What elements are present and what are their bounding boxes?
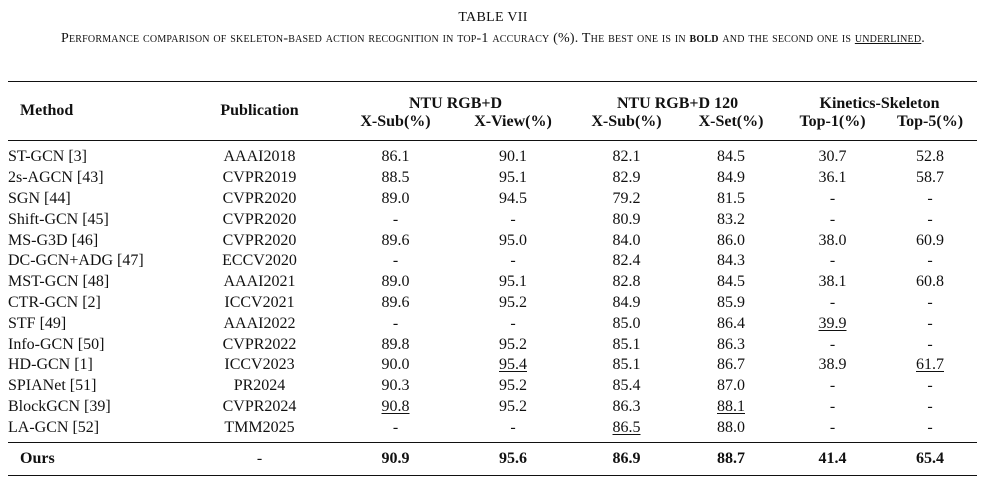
table-row xyxy=(8,230,977,251)
score-cell xyxy=(782,272,883,293)
score-cell xyxy=(883,397,977,418)
score-value: 90.0 xyxy=(381,356,410,374)
score-value: 95.2 xyxy=(499,397,527,415)
method-name: DC-GCN+ADG [47] xyxy=(8,252,144,270)
publication: CVPR2019 xyxy=(222,169,297,187)
ours-publication: - xyxy=(256,450,263,468)
publication: CVPR2022 xyxy=(222,335,297,353)
table-row xyxy=(8,168,977,189)
publication: CVPR2020 xyxy=(222,210,297,228)
table-caption xyxy=(6,30,980,47)
header-subcolumn: X-View(%) xyxy=(474,113,552,130)
method-name: SPIANet [51] xyxy=(8,377,97,395)
publication: TMM2025 xyxy=(224,418,295,436)
score-cell xyxy=(453,251,573,272)
score-cell xyxy=(782,417,883,442)
score-value: - xyxy=(829,377,836,395)
score-cell xyxy=(573,376,680,397)
score-value: 84.5 xyxy=(717,148,745,166)
score-cell xyxy=(338,355,453,376)
header-subcolumn: Top-1(%) xyxy=(799,113,866,130)
score-value: 88.1 xyxy=(717,397,745,415)
score-value: 85.9 xyxy=(717,293,745,311)
score-cell xyxy=(883,141,977,168)
score-value: 84.0 xyxy=(612,231,641,249)
score-value: 85.4 xyxy=(612,377,641,395)
score-cell xyxy=(573,141,680,168)
score-cell xyxy=(883,251,977,272)
score-cell xyxy=(883,376,977,397)
score-value: - xyxy=(829,293,836,311)
score-cell xyxy=(338,209,453,230)
score-cell xyxy=(573,293,680,314)
score-cell xyxy=(680,313,782,334)
publication: CVPR2020 xyxy=(222,231,297,249)
score-cell xyxy=(453,355,573,376)
score-value: - xyxy=(927,252,933,270)
score-value: 79.2 xyxy=(612,189,641,207)
score-cell xyxy=(338,293,453,314)
score-value: 52.8 xyxy=(916,148,944,166)
score-cell xyxy=(782,251,883,272)
score-cell xyxy=(782,313,883,334)
score-value: 95.4 xyxy=(499,356,527,374)
method-name: CTR-GCN [2] xyxy=(8,293,101,311)
table-label: TABLE VII xyxy=(458,10,528,25)
score-value: 95.0 xyxy=(499,231,527,249)
score-value: 86.7 xyxy=(717,356,745,374)
score-cell xyxy=(453,168,573,189)
score-value: 83.2 xyxy=(717,210,745,228)
ours-value: 90.9 xyxy=(381,450,410,468)
header-subcolumn: X-Sub(%) xyxy=(360,113,431,130)
score-value: - xyxy=(927,335,933,353)
score-value: 38.0 xyxy=(818,231,847,249)
score-value: - xyxy=(392,314,399,332)
publication: AAAI2022 xyxy=(223,314,296,332)
score-cell xyxy=(883,313,977,334)
table-row xyxy=(8,376,977,397)
score-value: 87.0 xyxy=(717,377,745,395)
table-row xyxy=(8,334,977,355)
score-cell xyxy=(453,334,573,355)
header-subcolumn: Top-5(%) xyxy=(896,113,964,130)
score-cell xyxy=(883,355,977,376)
score-value: 95.2 xyxy=(499,377,527,395)
score-cell xyxy=(338,272,453,293)
score-value: 88.5 xyxy=(381,169,410,187)
score-value: 86.1 xyxy=(381,148,410,166)
score-value: 38.9 xyxy=(818,356,847,374)
header-method: Method xyxy=(20,102,74,119)
score-cell xyxy=(573,168,680,189)
score-value: - xyxy=(927,418,933,436)
table-row xyxy=(8,355,977,376)
score-cell xyxy=(338,376,453,397)
score-cell xyxy=(680,293,782,314)
caption-part-1: Performance comparison of skeleton-based action recognition in top-1 accuracy (%). The best one is in xyxy=(61,31,690,46)
score-cell xyxy=(883,334,977,355)
score-cell xyxy=(680,141,782,168)
score-cell xyxy=(680,417,782,442)
score-cell xyxy=(573,272,680,293)
score-value: 84.5 xyxy=(717,273,745,291)
score-cell xyxy=(782,189,883,210)
score-cell xyxy=(573,209,680,230)
ours-value: 88.7 xyxy=(717,450,745,468)
header-publication: Publication xyxy=(220,102,299,119)
score-value: - xyxy=(927,293,933,311)
score-value: 84.3 xyxy=(717,252,745,270)
score-value: 94.5 xyxy=(499,189,527,207)
header-subcolumn: X-Set(%) xyxy=(698,113,764,130)
method-name: STF [49] xyxy=(8,314,67,332)
score-cell xyxy=(883,272,977,293)
table-row xyxy=(8,141,977,168)
table-row xyxy=(8,209,977,230)
publication: ICCV2023 xyxy=(224,356,295,374)
score-value: - xyxy=(829,252,836,270)
score-value: - xyxy=(829,418,836,436)
score-value: 82.4 xyxy=(612,252,641,270)
ours-value: 65.4 xyxy=(916,450,944,468)
score-cell xyxy=(453,417,573,442)
score-value: 89.6 xyxy=(381,293,410,311)
score-value: 82.1 xyxy=(612,148,641,166)
score-cell xyxy=(338,168,453,189)
method-name: LA-GCN [52] xyxy=(8,418,100,436)
score-value: 90.8 xyxy=(381,397,410,415)
score-cell xyxy=(782,168,883,189)
caption-part-3: . xyxy=(921,31,925,46)
score-value: 95.1 xyxy=(499,273,527,291)
score-cell xyxy=(680,230,782,251)
score-value: - xyxy=(829,397,836,415)
score-cell xyxy=(883,293,977,314)
score-cell xyxy=(782,230,883,251)
ours-method: Ours xyxy=(20,450,55,468)
score-value: 85.0 xyxy=(612,314,641,332)
score-cell xyxy=(782,209,883,230)
publication: AAAI2018 xyxy=(223,148,296,166)
method-name: BlockGCN [39] xyxy=(8,397,111,415)
score-value: - xyxy=(392,418,399,436)
score-value: 88.0 xyxy=(717,418,745,436)
score-cell xyxy=(573,313,680,334)
score-value: 86.0 xyxy=(717,231,745,249)
score-cell xyxy=(453,209,573,230)
publication: CVPR2020 xyxy=(222,189,297,207)
score-value: - xyxy=(927,314,933,332)
score-cell xyxy=(338,313,453,334)
score-cell xyxy=(782,397,883,418)
table-row xyxy=(8,189,977,210)
score-value: 95.2 xyxy=(499,335,527,353)
publication: ECCV2020 xyxy=(222,252,297,270)
score-cell xyxy=(338,397,453,418)
score-cell xyxy=(782,334,883,355)
score-value: - xyxy=(510,252,516,270)
score-value: 89.6 xyxy=(381,231,410,249)
method-name: HD-GCN [1] xyxy=(8,356,93,374)
publication: ICCV2021 xyxy=(224,293,295,311)
score-cell xyxy=(883,230,977,251)
caption-bold-word: bold xyxy=(689,31,719,46)
score-value: 84.9 xyxy=(612,293,641,311)
score-value: 61.7 xyxy=(916,356,944,374)
score-cell xyxy=(453,313,573,334)
score-cell xyxy=(680,376,782,397)
score-value: - xyxy=(829,335,836,353)
score-cell xyxy=(573,230,680,251)
score-value: - xyxy=(927,377,933,395)
score-cell xyxy=(680,397,782,418)
score-cell xyxy=(782,141,883,168)
table-row xyxy=(8,272,977,293)
score-cell xyxy=(883,417,977,442)
header-subcolumn: X-Sub(%) xyxy=(591,113,662,130)
score-cell xyxy=(338,334,453,355)
score-value: - xyxy=(927,210,933,228)
score-value: 95.1 xyxy=(499,169,527,187)
method-name: Info-GCN [50] xyxy=(8,335,105,353)
score-cell xyxy=(453,376,573,397)
score-cell xyxy=(680,355,782,376)
method-name: MST-GCN [48] xyxy=(8,273,110,291)
results-body xyxy=(8,141,977,443)
method-name: SGN [44] xyxy=(8,189,71,207)
ours-row xyxy=(8,443,977,476)
score-cell xyxy=(453,230,573,251)
score-value: 86.4 xyxy=(717,314,745,332)
score-cell xyxy=(573,397,680,418)
score-cell xyxy=(453,272,573,293)
score-cell xyxy=(573,189,680,210)
method-name: 2s-AGCN [43] xyxy=(8,169,104,187)
score-value: 86.5 xyxy=(612,418,641,436)
ours-value: 86.9 xyxy=(612,450,641,468)
score-cell xyxy=(338,251,453,272)
header-group-ntu120: NTU RGB+D 120 xyxy=(616,95,739,112)
score-cell xyxy=(338,230,453,251)
header-group-ntu60: NTU RGB+D xyxy=(408,95,503,112)
score-cell xyxy=(453,189,573,210)
score-value: - xyxy=(829,210,836,228)
method-name: ST-GCN [3] xyxy=(8,148,87,166)
score-cell xyxy=(573,251,680,272)
caption-underlined-word: underlined xyxy=(854,31,922,46)
score-cell xyxy=(782,355,883,376)
table-row xyxy=(8,313,977,334)
score-value: 90.1 xyxy=(499,148,527,166)
score-cell xyxy=(680,209,782,230)
score-value: 86.3 xyxy=(717,335,745,353)
score-cell xyxy=(453,141,573,168)
score-value: 39.9 xyxy=(818,314,847,332)
score-cell xyxy=(782,376,883,397)
caption-part-2: and the second one is xyxy=(718,31,855,46)
score-cell xyxy=(338,141,453,168)
score-cell xyxy=(680,189,782,210)
score-value: 89.0 xyxy=(381,273,410,291)
score-value: 80.9 xyxy=(612,210,641,228)
score-cell xyxy=(883,168,977,189)
score-cell xyxy=(573,355,680,376)
score-value: - xyxy=(392,210,399,228)
score-value: 95.2 xyxy=(499,293,527,311)
score-value: 60.8 xyxy=(916,273,944,291)
ours-value: 41.4 xyxy=(818,450,847,468)
score-cell xyxy=(338,417,453,442)
score-cell xyxy=(453,293,573,314)
score-value: 30.7 xyxy=(818,148,847,166)
score-cell xyxy=(782,293,883,314)
score-cell xyxy=(573,334,680,355)
score-cell xyxy=(680,272,782,293)
table-row xyxy=(8,417,977,442)
score-cell xyxy=(883,209,977,230)
score-cell xyxy=(680,168,782,189)
publication: PR2024 xyxy=(233,377,286,395)
score-cell xyxy=(680,251,782,272)
method-name: Shift-GCN [45] xyxy=(8,210,109,228)
score-value: - xyxy=(510,314,516,332)
score-value: 36.1 xyxy=(818,169,847,187)
score-value: 84.9 xyxy=(717,169,745,187)
score-cell xyxy=(680,334,782,355)
score-cell xyxy=(883,189,977,210)
score-cell xyxy=(453,397,573,418)
score-value: 89.8 xyxy=(381,335,410,353)
table-row xyxy=(8,397,977,418)
score-value: 86.3 xyxy=(612,397,641,415)
score-value: - xyxy=(829,189,836,207)
method-name: MS-G3D [46] xyxy=(8,231,99,249)
score-value: - xyxy=(510,418,516,436)
score-value: 85.1 xyxy=(612,356,641,374)
score-value: 58.7 xyxy=(916,169,944,187)
header-group-kinetics: Kinetics-Skeleton xyxy=(819,95,940,112)
score-value: 82.8 xyxy=(612,273,641,291)
score-value: - xyxy=(510,210,516,228)
results-table xyxy=(8,81,977,476)
ours-value: 95.6 xyxy=(499,450,527,468)
score-value: - xyxy=(927,189,933,207)
score-value: 38.1 xyxy=(818,273,847,291)
score-cell xyxy=(338,189,453,210)
score-value: 82.9 xyxy=(612,169,641,187)
score-value: 81.5 xyxy=(717,189,745,207)
score-value: - xyxy=(392,252,399,270)
publication: AAAI2021 xyxy=(223,273,296,291)
publication: CVPR2024 xyxy=(222,397,297,415)
score-value: - xyxy=(927,397,933,415)
score-value: 85.1 xyxy=(612,335,641,353)
table-row xyxy=(8,251,977,272)
table-row xyxy=(8,293,977,314)
score-value: 90.3 xyxy=(381,377,410,395)
score-value: 60.9 xyxy=(916,231,944,249)
score-cell xyxy=(573,417,680,442)
score-value: 89.0 xyxy=(381,189,410,207)
